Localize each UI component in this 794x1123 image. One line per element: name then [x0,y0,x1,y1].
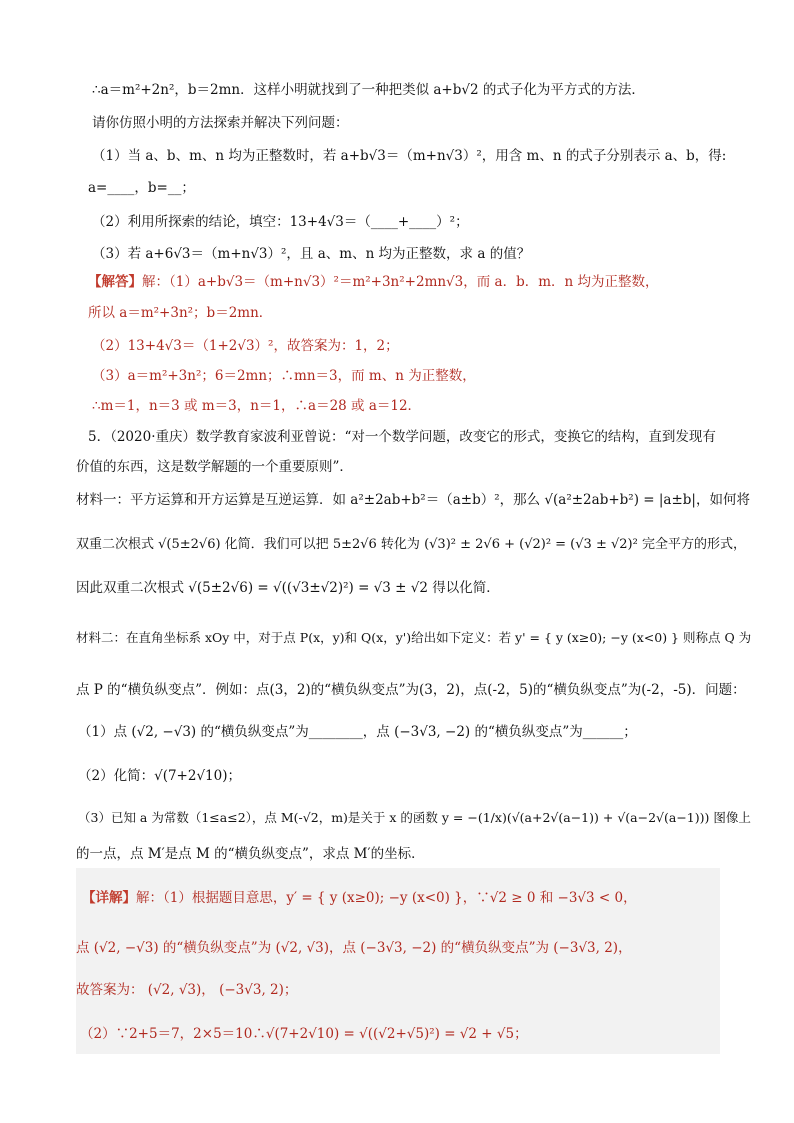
question-header: 5．（2020·重庆）数学教育家波利亚曾说：“对一个数学问题，改变它的形式，变换它的结构，直到发现有 [88,429,716,445]
text-line: 材料二：在直角坐标系 xOy 中，对于点 P(x，y)和 Q(x，y')给出如下定义：若 y' = { y (x≥0); −y (x<0) } 则称点 Q 为 [76,630,752,645]
answer-line: （2）13+4√3＝（1+2√3）²，故答案为：1，2； [92,338,399,354]
solution-line: 故答案为： (√2, √3)， (−3√3, 2)； [76,982,298,998]
text-line: （2）化简：√(7+2√10)； [78,768,241,784]
text-line: （3）已知 a 为常数（1≤a≤2），点 M(-√2，m)是关于 x 的函数 y = −(1/x)(√(a+2√(a−1)) + √(a−2√(a−1))) 图像上 [78,810,751,825]
text-line: 请你仿照小明的方法探索并解决下列问题： [92,115,349,131]
solution-line: （2）∵2+5＝7，2×5＝10∴√(7+2√10) = √((√2+√5)²) = √2 + √5； [80,1026,528,1042]
detail-text: 解：（1）根据题目意思，y′ = { y (x≥0); −y (x<0) }，∵√2 ≥ 0 和 −3√3 < 0， [136,890,637,906]
text-line: a=____，b=__； [88,180,195,196]
detail-tag: 【详解】 [82,890,136,906]
text-line: （1）当 a、b、m、n 均为正整数时，若 a+b√3＝（m+n√3）²，用含 m、n 的式子分别表示 a、b，得: [92,148,727,164]
text-line: （2）利用所探索的结论，填空：13+4√3＝（____+____）²； [92,214,469,230]
answer-line: 所以 a＝m²+3n²；b＝2mn． [88,305,273,321]
text-line: （3）若 a+6√3＝（m+n√3）²，且 a、m、n 均为正整数，求 a 的值？ [92,246,531,262]
text-line: 价值的东西，这是数学解题的一个重要原则”． [76,459,353,475]
answer-line: （3）a＝m²+3n²；6＝2mn；∴mn＝3，而 m、n 为正整数， [92,368,476,384]
solution-line [82,888,637,908]
answer-text: 解：（1）a+b√3＝（m+n√3）²＝m²+3n²+2mn√3，而 a．b．m．n 均为正整数， [142,274,659,290]
solution-line: 点 (√2, −√3) 的“横负纵变点”为 (√2, √3)，点 (−3√3, −2) 的“横负纵变点”为 (−3√3, 2)， [76,940,632,956]
text-line: 的一点，点 M′是点 M 的“横负纵变点”，求点 M′的坐标． [76,846,425,862]
text-line: 双重二次根式 √(5±2√6) 化简．我们可以把 5±2√6 转化为 (√3)² ± 2√6 + (√2)² = (√3 ± √2)² 完全平方的形式， [76,537,746,552]
text-line: ∴a＝m²+2n²，b＝2mn．这样小明就找到了一种把类似 a+b√2 的式子化为平方式的方法． [92,82,645,98]
text-line: 因此双重二次根式 √(5±2√6) = √((√3±√2)²) = √3 ± √2 得以化简． [76,580,500,596]
answer-tag: 【解答】 [88,274,142,290]
text-line: （1）点 (√2, −√3) 的“横负纵变点”为________，点 (−3√3, −2) 的“横负纵变点”为______； [78,724,637,740]
answer-line: ∴m＝1，n＝3 或 m＝3，n＝1，∴a＝28 或 a＝12． [92,398,422,414]
text-line: 点 P 的“横负纵变点”．例如：点(3，2)的“横负纵变点”为(3，2)，点(-2，5)的“横负纵变点”为(-2，-5)．问题： [76,682,746,698]
answer-line [88,272,659,292]
text-line: 材料一：平方运算和开方运算是互逆运算．如 a²±2ab+b²＝（a±b）²，那么 √(a²±2ab+b²) = |a±b|，如何将 [76,492,750,508]
